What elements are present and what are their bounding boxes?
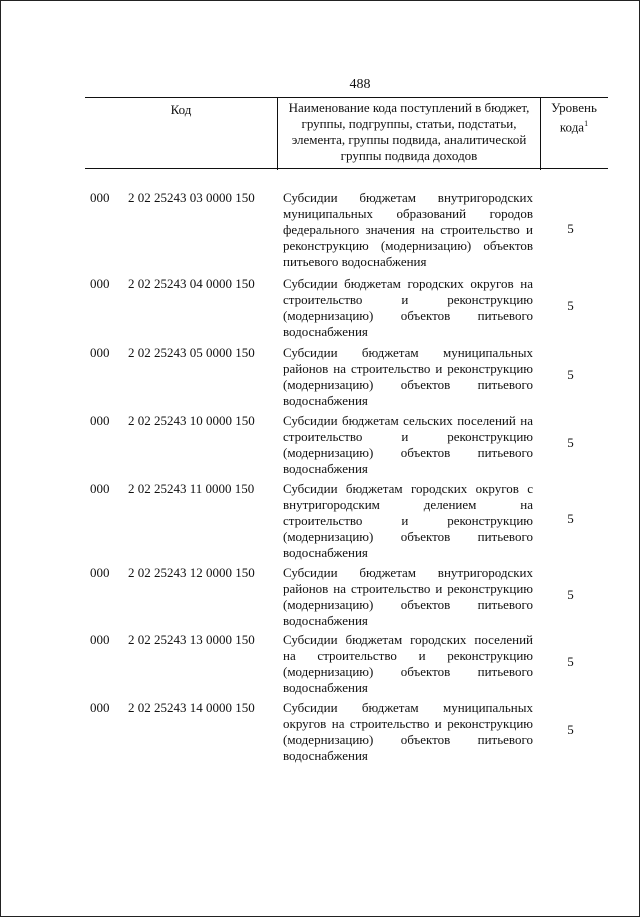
- header-level-footnote: 1: [584, 119, 589, 128]
- row-code: 2 02 25243 13 0000 150: [128, 632, 255, 647]
- row-code: 2 02 25243 11 0000 150: [128, 481, 255, 496]
- row-admin-code: 000: [90, 190, 110, 205]
- row-level: 5: [567, 435, 574, 450]
- row-admin-code: 000: [90, 632, 110, 647]
- row-admin-code: 000: [90, 481, 110, 496]
- row-name: Субсидии бюджетам муниципальных округов на строительство и реконструкцию (модернизацию) объектов питьевого водоснабжения: [283, 700, 533, 763]
- row-code: 2 02 25243 03 0000 150: [128, 190, 255, 205]
- row-level: 5: [567, 722, 574, 737]
- row-name: Субсидии бюджетам городских округов на строительство и реконструкцию (модернизацию) объектов питьевого водоснабжения: [283, 276, 533, 339]
- row-level: 5: [567, 587, 574, 602]
- row-name: Субсидии бюджетам внутригородских районов на строительство и реконструкцию (модернизацию) объектов питьевого водоснабжения: [283, 565, 533, 628]
- row-name: Субсидии бюджетам городских поселений на строительство и реконструкцию (модернизацию) объектов питьевого водоснабжения: [283, 632, 533, 695]
- row-name: Субсидии бюджетам городских округов с внутригородским делением на строительство и реконструкцию (модернизацию) объектов питьевого водоснабжения: [283, 481, 533, 560]
- header-level: [540, 98, 608, 170]
- row-admin-code: 000: [90, 700, 110, 715]
- table-header: [85, 97, 608, 169]
- row-code: 2 02 25243 10 0000 150: [128, 413, 255, 428]
- row-name: Субсидии бюджетам муниципальных районов на строительство и реконструкцию (модернизацию) объектов питьевого водоснабжения: [283, 345, 533, 408]
- row-level: 5: [567, 511, 574, 526]
- header-name: Наименование кода поступлений в бюджет, группы, подгруппы, статьи, подстатьи, элемента, группы подвида, аналитической группы подвида доходов: [277, 98, 541, 170]
- header-level-label: Уровень кода: [551, 100, 597, 135]
- row-level: 5: [567, 221, 574, 236]
- row-code: 2 02 25243 05 0000 150: [128, 345, 255, 360]
- row-code: 2 02 25243 04 0000 150: [128, 276, 255, 291]
- row-admin-code: 000: [90, 565, 110, 580]
- row-code: 2 02 25243 12 0000 150: [128, 565, 255, 580]
- row-level: 5: [567, 654, 574, 669]
- row-name: Субсидии бюджетам внутригородских муниципальных образований городов федерального значения на строительство и реконструкцию (модернизацию) объектов питьевого водоснабжения: [283, 190, 533, 269]
- row-name: Субсидии бюджетам сельских поселений на строительство и реконструкцию (модернизацию) объектов питьевого водоснабжения: [283, 413, 533, 476]
- row-code: 2 02 25243 14 0000 150: [128, 700, 255, 715]
- row-admin-code: 000: [90, 413, 110, 428]
- row-level: 5: [567, 298, 574, 313]
- page-number: 488: [349, 77, 371, 92]
- row-admin-code: 000: [90, 276, 110, 291]
- header-code: Код: [170, 102, 192, 117]
- row-admin-code: 000: [90, 345, 110, 360]
- row-level: 5: [567, 367, 574, 382]
